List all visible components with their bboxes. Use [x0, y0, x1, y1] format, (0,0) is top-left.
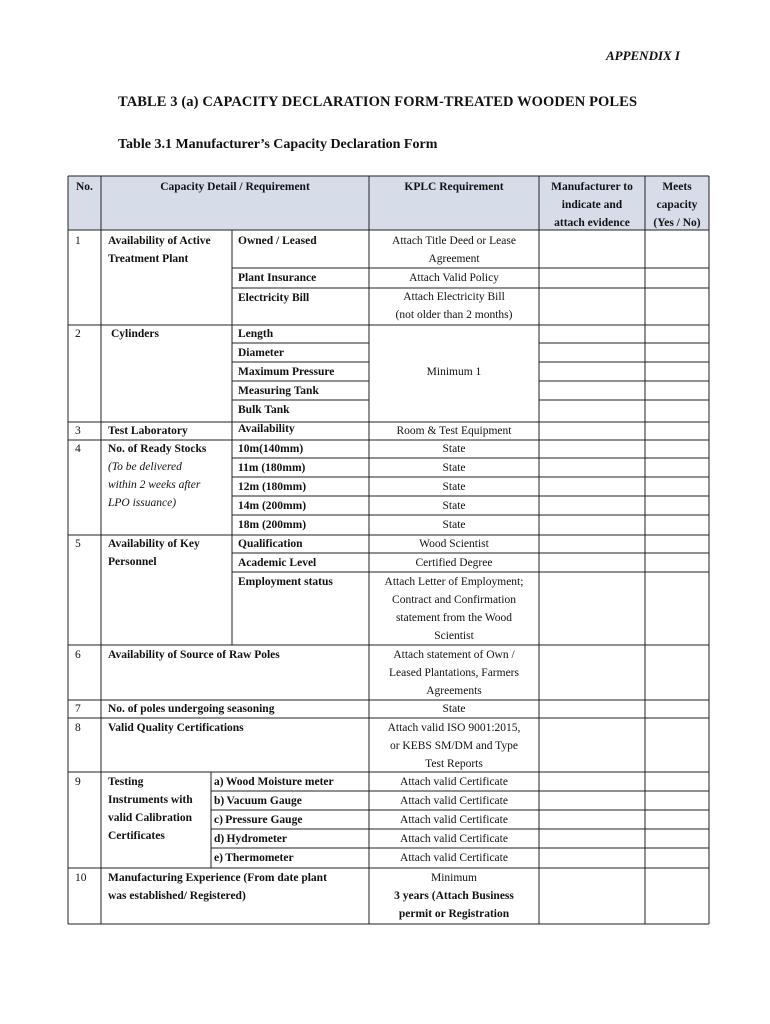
row-label: Treatment Plant [108, 253, 189, 265]
row-number: 7 [75, 703, 81, 715]
sub-requirement: 12m (180mm) [238, 481, 307, 493]
row-number: 3 [75, 425, 81, 437]
sub-requirement: a) Wood Moisture meter [214, 776, 334, 788]
kplc-requirement: Agreements [426, 685, 482, 697]
kplc-requirement: State [442, 500, 466, 512]
row-number: 6 [75, 649, 81, 661]
header-capacity-detail: Capacity Detail / Requirement [160, 181, 310, 193]
sub-requirement: 14m (200mm) [238, 500, 307, 512]
sub-requirement: Measuring Tank [238, 385, 319, 397]
row-label: Testing [108, 776, 144, 788]
row-label: Personnel [108, 556, 157, 568]
table-caption: Table 3.1 Manufacturer’s Capacity Declaration Form [118, 137, 438, 152]
row-note: LPO issuance) [108, 497, 177, 509]
header-meets-line-1: Meets [662, 181, 692, 193]
sub-requirement: 11m (180mm) [238, 462, 306, 474]
kplc-requirement: Attach Valid Policy [409, 272, 499, 284]
kplc-requirement: Attach valid ISO 9001:2015, [387, 722, 521, 734]
kplc-requirement: Minimum 1 [426, 366, 482, 378]
row-label: Availability of Key [108, 538, 200, 550]
header-manufacturer-line-2: indicate and [561, 199, 623, 211]
header-manufacturer-line-3: attach evidence [554, 217, 630, 229]
kplc-requirement: Attach statement of Own / [393, 649, 515, 661]
kplc-requirement: Attach Electricity Bill [403, 291, 505, 303]
kplc-requirement: permit or Registration [398, 908, 510, 920]
row-label: No. of Ready Stocks [108, 443, 207, 455]
row-number: 5 [75, 538, 81, 550]
kplc-requirement: Attach Title Deed or Lease [392, 235, 516, 247]
kplc-requirement: 3 years (Attach Business [394, 890, 514, 902]
row-note: within 2 weeks after [108, 479, 201, 491]
sub-requirement: Diameter [238, 347, 284, 359]
row-label: Manufacturing Experience (From date plant [108, 872, 327, 884]
kplc-requirement: Scientist [434, 630, 474, 642]
row-label: was established/ Registered) [108, 890, 246, 902]
sub-requirement: c) Pressure Gauge [214, 814, 303, 826]
sub-requirement: Electricity Bill [238, 292, 310, 304]
sub-requirement: Owned / Leased [238, 235, 317, 247]
sub-requirement: Academic Level [238, 557, 317, 569]
row-label: Availability of Source of Raw Poles [108, 649, 280, 661]
row-label: No. of poles undergoing seasoning [108, 703, 275, 715]
kplc-requirement: Minimum [430, 872, 477, 884]
header-no: No. [76, 181, 93, 193]
row-number: 4 [75, 443, 81, 455]
sub-requirement: b) Vacuum Gauge [214, 795, 302, 807]
row-label: Test Laboratory [108, 425, 188, 437]
form-title: TABLE 3 (a) CAPACITY DECLARATION FORM-TREATED WOODEN POLES [118, 94, 638, 110]
row-number: 10 [75, 872, 87, 884]
sub-requirement: 18m (200mm) [238, 519, 307, 531]
row-label: Valid Quality Certifications [108, 722, 244, 734]
row-label: Availability of Active [108, 235, 211, 247]
row-label: Instruments with [108, 794, 193, 806]
sub-requirement: e) Thermometer [214, 852, 294, 864]
row-label: Cylinders [111, 328, 159, 340]
kplc-requirement: Attach valid Certificate [400, 776, 508, 788]
kplc-requirement: Test Reports [425, 758, 483, 770]
kplc-requirement: State [442, 443, 466, 455]
kplc-requirement: or KEBS SM/DM and Type [389, 740, 519, 752]
sub-requirement: d) Hydrometer [214, 833, 287, 845]
kplc-requirement: Agreement [428, 253, 480, 265]
sub-requirement: Maximum Pressure [238, 366, 335, 378]
sub-requirement: Plant Insurance [238, 272, 317, 284]
sub-requirement: Availability [238, 423, 295, 435]
sub-requirement: Bulk Tank [238, 404, 290, 416]
row-label: Certificates [108, 830, 165, 842]
kplc-requirement: State [442, 703, 466, 715]
sub-requirement: Length [238, 328, 274, 340]
kplc-requirement: Attach Letter of Employment; [384, 576, 524, 588]
sub-requirement: 10m(140mm) [238, 443, 304, 455]
kplc-requirement: Room & Test Equipment [396, 425, 512, 437]
kplc-requirement: State [442, 481, 466, 493]
row-label: valid Calibration [108, 812, 193, 824]
sub-requirement: Qualification [238, 538, 303, 550]
header-meets-line-2: capacity [656, 199, 698, 211]
sub-requirement: Employment status [238, 576, 333, 588]
kplc-requirement: Attach valid Certificate [400, 795, 508, 807]
header-meets-line-3: (Yes / No) [653, 217, 701, 229]
kplc-requirement: (not older than 2 months) [395, 309, 513, 321]
kplc-requirement: Wood Scientist [419, 538, 489, 550]
kplc-requirement: statement from the Wood [395, 612, 513, 624]
kplc-requirement: State [442, 519, 466, 531]
appendix-label: APPENDIX I [605, 48, 680, 63]
row-number: 2 [75, 328, 81, 340]
header-manufacturer-line-1: Manufacturer to [551, 181, 633, 193]
row-number: 8 [75, 722, 81, 734]
kplc-requirement: Certified Degree [415, 557, 493, 569]
kplc-requirement: Attach valid Certificate [400, 833, 508, 845]
header-kplc-requirement: KPLC Requirement [404, 181, 504, 193]
kplc-requirement: Leased Plantations, Farmers [389, 667, 519, 679]
row-number: 9 [75, 776, 81, 788]
kplc-requirement: Attach valid Certificate [400, 814, 508, 826]
kplc-requirement: Attach valid Certificate [400, 852, 508, 864]
kplc-requirement: State [442, 462, 466, 474]
row-note: (To be delivered [108, 461, 182, 473]
kplc-requirement: Contract and Confirmation [392, 594, 516, 606]
row-number: 1 [75, 235, 81, 247]
